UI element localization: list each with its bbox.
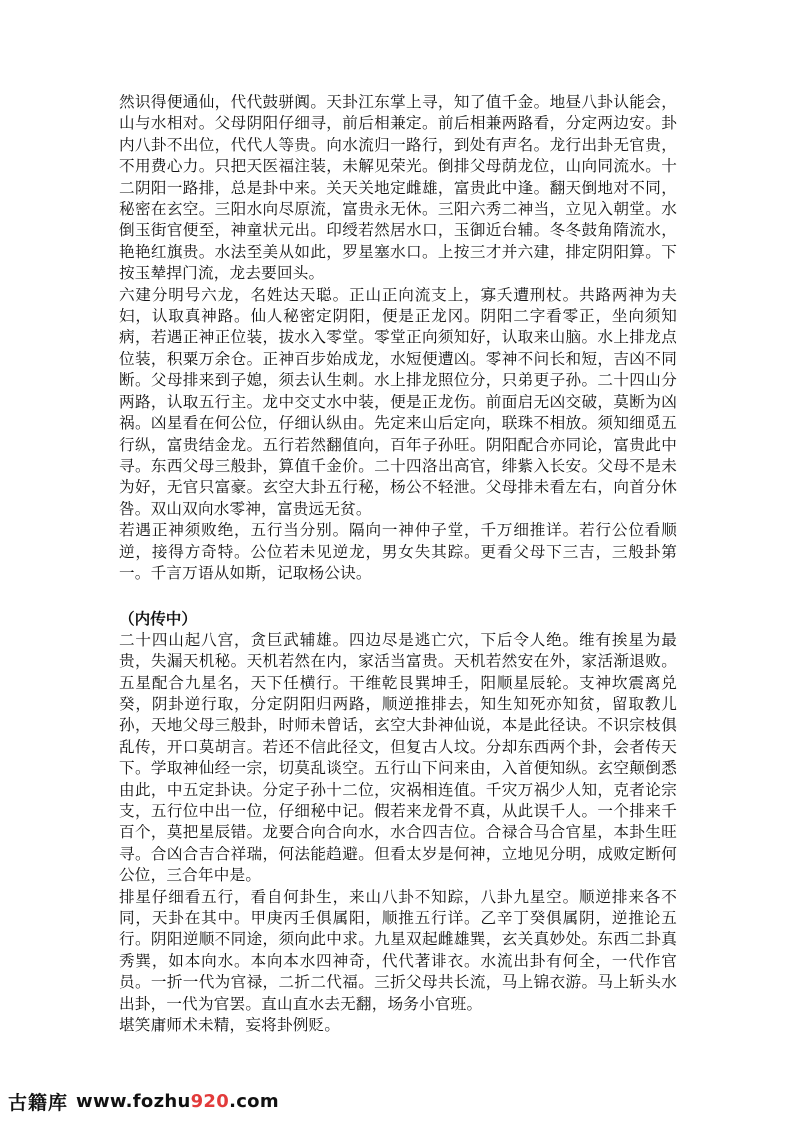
site-url[interactable] [76, 1091, 279, 1112]
paragraph-1: 然识得便通仙，代代鼓骈阗。天卦江东掌上寻，知了值千金。地昼八卦认能会，山与水相对。父母阴阳仔细寻，前后相兼定。前后相兼两路看，分定两边安。卦内八卦不出位，代代人等贵。向水流归一路行，到处有声名。龙行出卦无官贵，不用费心力。只把天医福注装，未解见荣光。倒排父母荫龙位，山向同流水。十二阴阳一路排，总是卦中来。关天关地定雌雄，富贵此中逢。翻天倒地对不同，秘密在玄空。三阳水向尽原流，富贵永无休。三阳六秀二神当，立见入朝堂。水倒玉街官便至，神童状元出。印绶若然居水口，玉御近台辅。冬冬鼓角隋流水，艳艳红旗贵。水法至美从如此，罗星塞水口。上按三才并六建，排定阴阳算。下按玉辇捍门流，龙去要回头。 [119, 93, 677, 283]
footer-watermark [8, 1083, 279, 1119]
document-body [119, 92, 677, 1036]
url-highlight: 920 [190, 1090, 230, 1112]
paragraph-4: 二十四山起八宫，贪巨武辅雄。四边尽是逃亡穴，下后令人绝。维有挨星为最贵，失漏天机秘。天机若然在内，家活当富贵。天机若然安在外，家活渐退败。五星配合九星名，天下任横行。干维乾艮巽坤壬，阳顺星辰轮。支神坎震离兑癸，阴卦逆行取，分定阴阳归两路，顺逆推排去，知生知死亦知贫，留取教儿孙，天地父母三般卦，时师未曾话，玄空大卦神仙说，本是此径诀。不识宗枝俱乱传，开口莫胡言。若还不信此径文，但复古人坟。分却东西两个卦，会者传天下。学取神仙经一宗，切莫乱谈空。五行山下问来由，入首便知纵。玄空颠倒悉由此，中五定卦诀。分定子孙十二位，灾祸相连值。千灾万祸少人知，克者论宗支，五行位中出一位，仔细秘中记。假若来龙骨不真，从此误千人。一个排来千百个，莫把星辰错。龙要合向合向水，水合四吉位。合禄合马合官星，本卦生旺寻。合凶合吉合祥瑞，何法能趋避。但看太岁是何神，立地见分明，成败定断何公位，三合年中是。 [119, 630, 677, 885]
section-title: （内传中） [119, 609, 197, 629]
paragraph-2: 六建分明号六龙，名姓达天聪。正山正向流支上，寡夭遭刑杖。共路两神为夫妇，认取真神路。仙人秘密定阴阳，便是正龙冈。阴阳二字看零正，坐向须知病，若遇正神正位装，拔水入零堂。零堂正向须知好，认取来山脑。水上排龙点位装，积粟万余仓。正神百步始成龙，水短便遭凶。零神不问长和短，吉凶不同断。父母排来到子媳，须去认生刺。水上排龙照位分，只弟更子孙。二十四山分两路，认取五行主。龙中交丈水中装，便是正龙伤。前面启无凶交破，莫断为凶祸。凶星看在何公位，仔细认纵由。先定来山后定向，联珠不相放。须知细觅五行纵，富贵结金龙。五行若然翻值向，百年子孙旺。阴阳配合亦同论，富贵此中寻。东西父母三般卦，算值千金价。二十四洛出高官，绯紫入长安。父母不是未为好，无官只富豪。玄空大卦五行秘，杨公不轻泄。父母排未看左右，向首分休咎。双山双向水零神，富贵远无贫。 [119, 285, 677, 518]
paragraph-3: 若遇正神须败绝，五行当分别。隔向一神仲子堂，千万细推详。若行公位看顺逆，接得方奇特。公位若未见逆龙，男女失其踪。更看父母下三吉，三般卦第一。千言万语从如斯，记取杨公诀。 [119, 521, 677, 582]
url-prefix: www.fozhu [76, 1090, 191, 1112]
paragraph-6: 堪笑庸师术未精，妄将卦例贬。 [119, 1016, 341, 1035]
url-suffix: .com [229, 1090, 279, 1112]
paragraph-5: 排星仔细看五行，看自何卦生，来山八卦不知踪，八卦九星空。顺逆排来各不同，天卦在其中。甲庚丙壬俱属阳，顺推五行详。乙辛丁癸俱属阴，逆推论五行。阴阳逆顺不同途，须向此中求。九星双起雌雄巽，玄关真妙处。东西二卦真秀巽，如本向水。本向本水四神奇，代代著诽衣。水流出卦有何全，一代作官员。一折一代为官禄，二折二代福。三折父母共长流，马上锦衣游。马上斩头水出卦，一代为官罢。直山直水去无翻，场务小官班。 [119, 887, 677, 1013]
site-name: 古籍库 [8, 1091, 69, 1114]
